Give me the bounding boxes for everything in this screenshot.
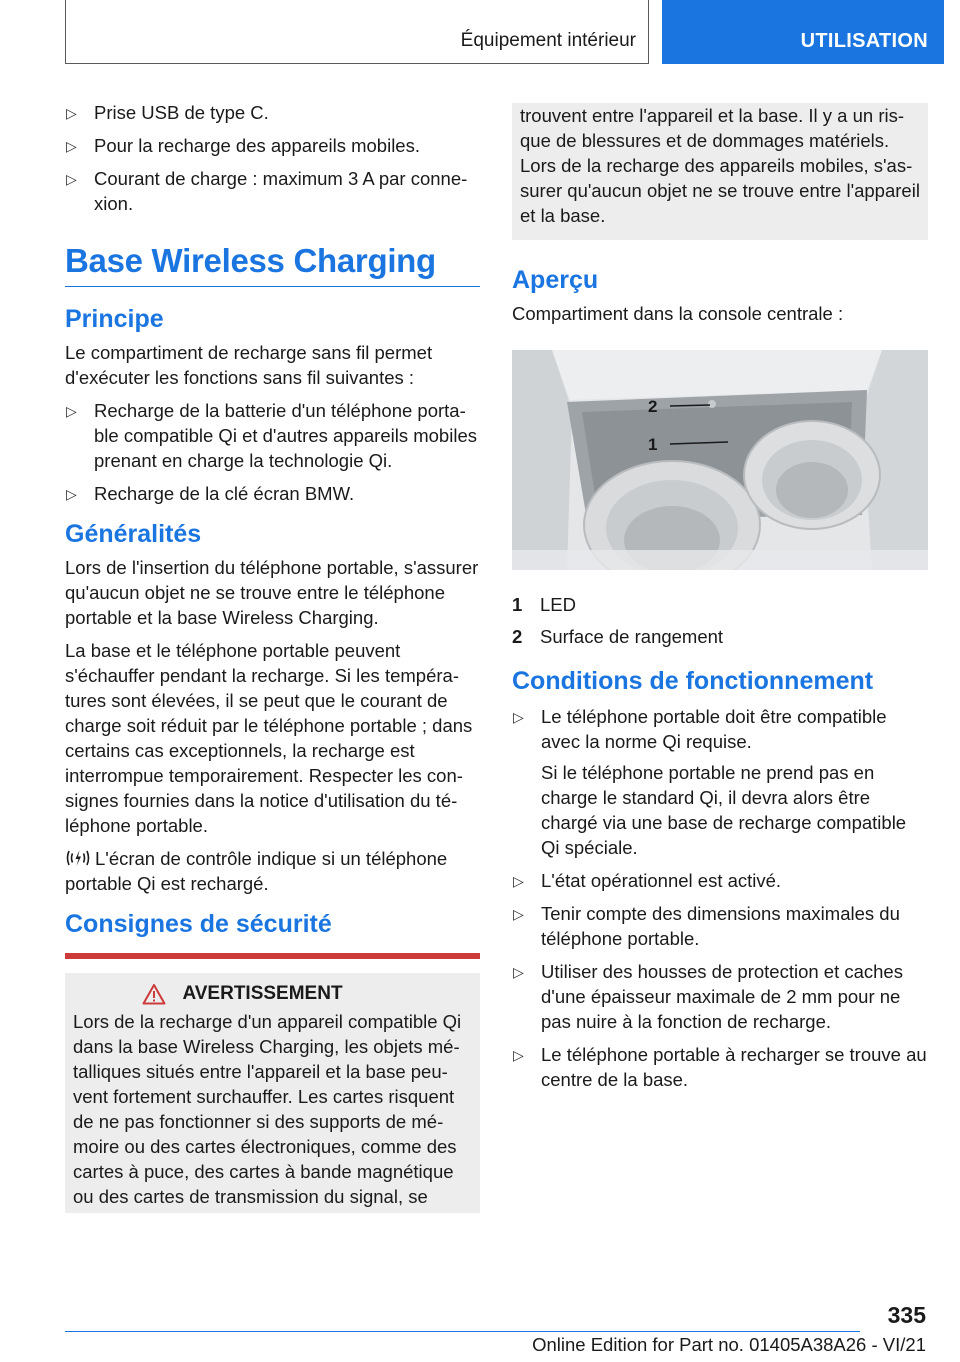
list-item: ▷ Recharge de la clé écran BMW.: [65, 481, 480, 506]
generalites-paragraph-2: La base et le téléphone portable peuvent s'échauffer pendant la recharge. Si les températures sont élevées, il se peut que le courant de charge soit réduit par le téléphone portable ; dans certains cas exceptionnels, la recharge est interrompue temporairement. Respecter les consignes fournies dans la notice d'utilisation du téléphone portable.: [65, 640, 473, 836]
triangle-bullet-icon: ▷: [66, 403, 77, 419]
warning-text: Lors de la recharge d'un appareil compatible Qi dans la base Wireless Charging, les objets métalliques situés entre l'appareil et la base peuvent fortement surchauffer. Les cartes risquent de ne pas fonctionner si des supports de mémoire ou des cartes électroniques, comme des cartes à puce, des cartes à bande magnétique ou des cartes de transmission du signal, se: [73, 1011, 462, 1207]
figure-legend: [512, 589, 928, 653]
legend-label: LED: [540, 594, 576, 615]
warning-title: [73, 983, 472, 1005]
header-section-tab: [65, 0, 649, 64]
legend-row: [512, 589, 928, 621]
callout-1: 1: [648, 435, 658, 454]
footer-edition: Online Edition for Part no. 01405A38A26 - VI/21: [532, 1334, 926, 1355]
warning-label: AVERTISSEMENT: [182, 983, 343, 1004]
section-title: Base Wireless Charging: [65, 242, 480, 287]
warning-triangle-icon: [142, 983, 166, 1005]
legend-number: 2: [512, 626, 523, 647]
callout-2: 2: [648, 397, 658, 416]
list-item: ▷ Le téléphone portable à recharger se trouve au centre de la base.: [513, 1044, 927, 1090]
conditions-heading: Conditions de fonctionnement: [512, 667, 874, 695]
apercu-heading: Aperçu: [512, 266, 599, 294]
legend-row: [512, 621, 928, 653]
triangle-bullet-icon: ▷: [513, 1047, 524, 1063]
principe-bullet-list: [65, 398, 480, 506]
legend-label: Surface de rangement: [540, 626, 724, 647]
generalites-heading: Généralités: [65, 520, 202, 548]
securite-heading: Consignes de sécurité: [65, 910, 480, 959]
conditions-subparagraph: Si le téléphone portable ne prend pas en charge le standard Qi, il devra alors être chargé via une base de recharge compatible Qi spéciale.: [541, 762, 907, 858]
triangle-bullet-icon: ▷: [66, 486, 77, 502]
conditions-bullet-list: [512, 704, 928, 1092]
page-number: 335: [887, 1302, 926, 1328]
left-column: [65, 100, 480, 1213]
footer-rule: [65, 1331, 860, 1332]
legend-number: 1: [512, 594, 523, 615]
list-item: ▷ Courant de charge : maximum 3 A par connexion.: [66, 168, 468, 214]
triangle-bullet-icon: ▷: [66, 171, 77, 187]
generalites-paragraph-3: L'écran de contrôle indique si un téléphone portable Qi est rechargé.: [65, 848, 448, 894]
wireless-charging-icon: [65, 848, 91, 868]
triangle-bullet-icon: ▷: [513, 906, 524, 922]
list-item: ▷ Tenir compte des dimensions maximales du téléphone portable.: [513, 903, 900, 949]
console-compartment-illustration: [512, 350, 928, 570]
list-item: ▷ L'état opérationnel est activé.: [512, 868, 928, 893]
triangle-bullet-icon: ▷: [66, 138, 77, 154]
generalites-paragraph-1: Lors de l'insertion du téléphone portable, s'assurer qu'aucun objet ne se trouve entre le téléphone portable et la base Wireless Charging.: [65, 557, 479, 628]
triangle-bullet-icon: ▷: [513, 709, 524, 725]
triangle-bullet-icon: ▷: [513, 873, 524, 889]
header-section-title: Équipement intérieur: [460, 30, 636, 51]
principe-heading: Principe: [65, 305, 164, 333]
warning-box: [65, 973, 480, 1213]
triangle-bullet-icon: ▷: [513, 964, 524, 980]
list-item: ▷ Utiliser des housses de protection et caches d'une épaisseur maximale de 2 mm pour ne pas nuire à la fonction de recharge.: [513, 961, 903, 1032]
list-item: ▷ Pour la recharge des appareils mobiles.: [65, 133, 480, 158]
right-column: [512, 103, 928, 1100]
warning-box-continued: [512, 103, 928, 240]
usb-bullet-list: [65, 100, 480, 216]
header-chapter-tab: [662, 0, 944, 64]
principe-intro: Le compartiment de recharge sans fil permet d'exécuter les fonctions sans fil suivantes :: [65, 342, 433, 388]
warning-text-continued: trouvent entre l'appareil et la base. Il y a un risque de blessures et de dommages matériels. Lors de la recharge des appareils mobiles, s'assurer qu'aucun objet ne se trouve entre l'appareil et la base.: [520, 105, 920, 226]
list-item: ▷ Le téléphone portable doit être compatible avec la norme Qi requise. Si le téléphone portable ne prend pas en charge le standard Qi, il devra alors être chargé via une base de recharge compatible Qi spéciale.: [512, 704, 928, 860]
header-chapter-title: UTILISATION: [800, 30, 928, 52]
list-item: ▷ Prise USB de type C.: [65, 100, 480, 125]
apercu-intro: Compartiment dans la console centrale :: [512, 303, 844, 324]
list-item: ▷ Recharge de la batterie d'un téléphone portable compatible Qi et d'autres appareils mobiles prenant en charge la technologie Qi.: [66, 400, 477, 471]
triangle-bullet-icon: ▷: [66, 105, 77, 121]
